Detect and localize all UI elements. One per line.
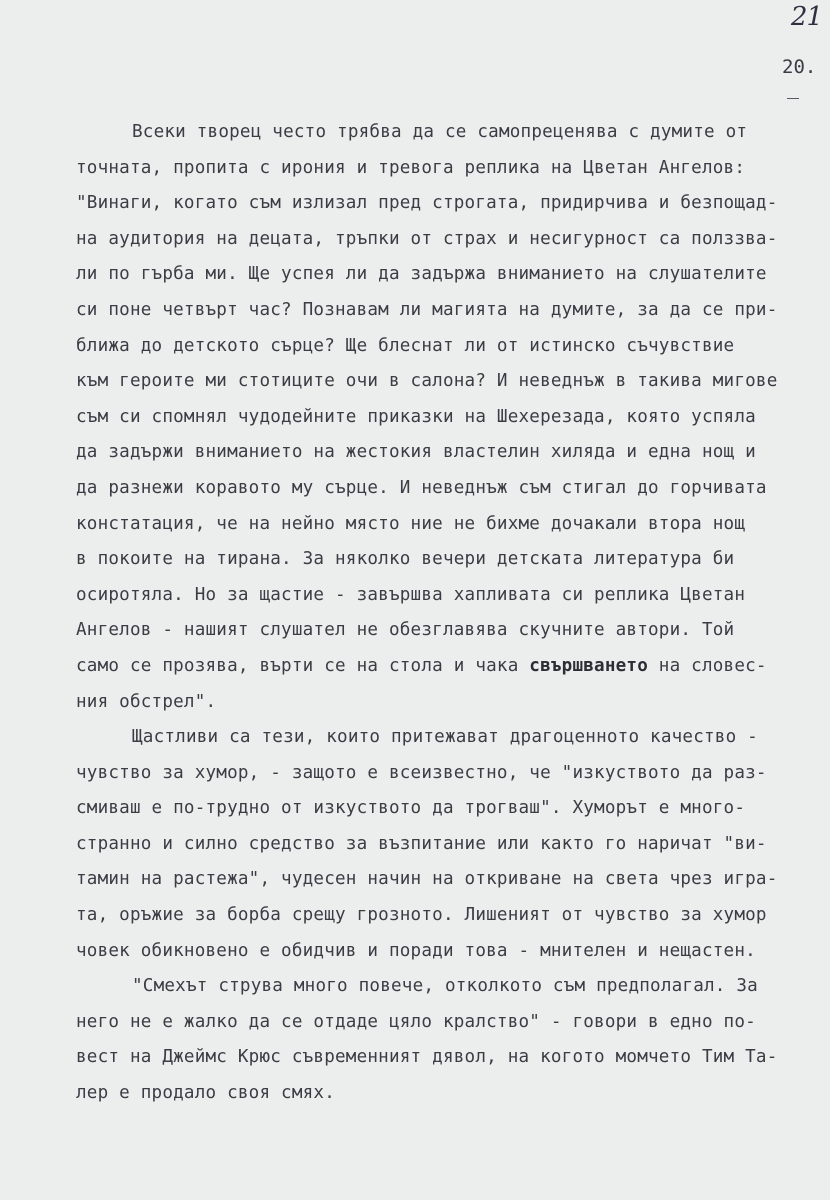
body-text (76, 115, 796, 1112)
text-line: в покоите на тирана. За няколко вечери детската литература би (76, 549, 735, 570)
text-line: чувство за хумор, - защото е всеизвестно, че "изкуството да раз- (76, 762, 767, 783)
text-line-with-bold (76, 649, 796, 685)
text-line: "Смехът струва много повече, отколкото съм предполагал. За (132, 976, 758, 997)
text-line: ли по гърба ми. Ще успея ли да задържа вниманието на слушателите (76, 264, 767, 285)
text-line: ближа до детското сърце? Ще блеснат ли от истинско съчувствие (76, 335, 735, 356)
text-line: си поне четвърт час? Познавам ли магията на думите, за да се при- (76, 299, 778, 320)
text-line: да задържи вниманието на жестокия властелин хиляда и една нощ и (76, 442, 756, 463)
text-line: та, оръжие за борба срещу грозното. Лишеният от чувство за хумор (76, 905, 767, 926)
text-line: вест на Джеймс Крюс съвременният дявол, на когото момчето Тим Та- (76, 1047, 778, 1068)
text-line: Всеки творец често трябва да се самопреценява с думите от (132, 122, 748, 142)
handwritten-page-number: 21 (790, 2, 822, 32)
text-fragment: на словес- (648, 655, 767, 676)
bold-word: свършването (529, 655, 648, 676)
text-line: "Винаги, когато съм излизал пред строгата, придирчива и безпощад- (76, 193, 778, 214)
text-line: лер е продало своя смях. (76, 1083, 336, 1104)
text-line: констатация, че на нейно място ние не бихме дочакали втора нощ (76, 513, 746, 534)
text-line: смиваш е по-трудно от изкуството да трогваш". Хуморът е много- (76, 798, 746, 819)
text-line: тамин на растежа", чудесен начин на откриване на света чрез игра- (76, 869, 778, 890)
text-fragment: само се прозява, върти се на стола и чака (76, 655, 530, 676)
text-line: Щастливи са тези, които притежават драгоценното качество - (132, 727, 758, 748)
text-line: към героите ми стотиците очи в салона? И неведнъж в такива мигове (76, 371, 778, 392)
typed-page-number: 20. (782, 56, 817, 78)
text-line: да разнежи коравото му сърце. И неведнъж съм стигал до горчивата (76, 477, 767, 498)
text-line: осиротяла. Но за щастие - завършва хапливата си реплика Цветан (76, 584, 746, 605)
text-line: Ангелов - нашият слушател не обезглавява скучните автори. Той (76, 620, 735, 641)
text-line: ния обстрел". (76, 691, 217, 712)
text-line: точната, пропита с ирония и тревога реплика на Цветан Ангелов: (76, 157, 746, 178)
text-line: съм си спомнял чудодейните приказки на Шехерезада, която успяла (76, 406, 756, 427)
text-line: на аудитория на децата, тръпки от страх и несигурност са полззва- (76, 228, 778, 249)
page-number-underline (787, 98, 799, 99)
text-line: него не е жалко да се отдаде цяло кралство" - говори в едно по- (76, 1011, 756, 1032)
text-line: човек обикновено е обидчив и поради това - мнителен и нещастен. (76, 940, 756, 961)
text-line: странно и силно средство за възпитание или както го наричат "ви- (76, 833, 767, 854)
